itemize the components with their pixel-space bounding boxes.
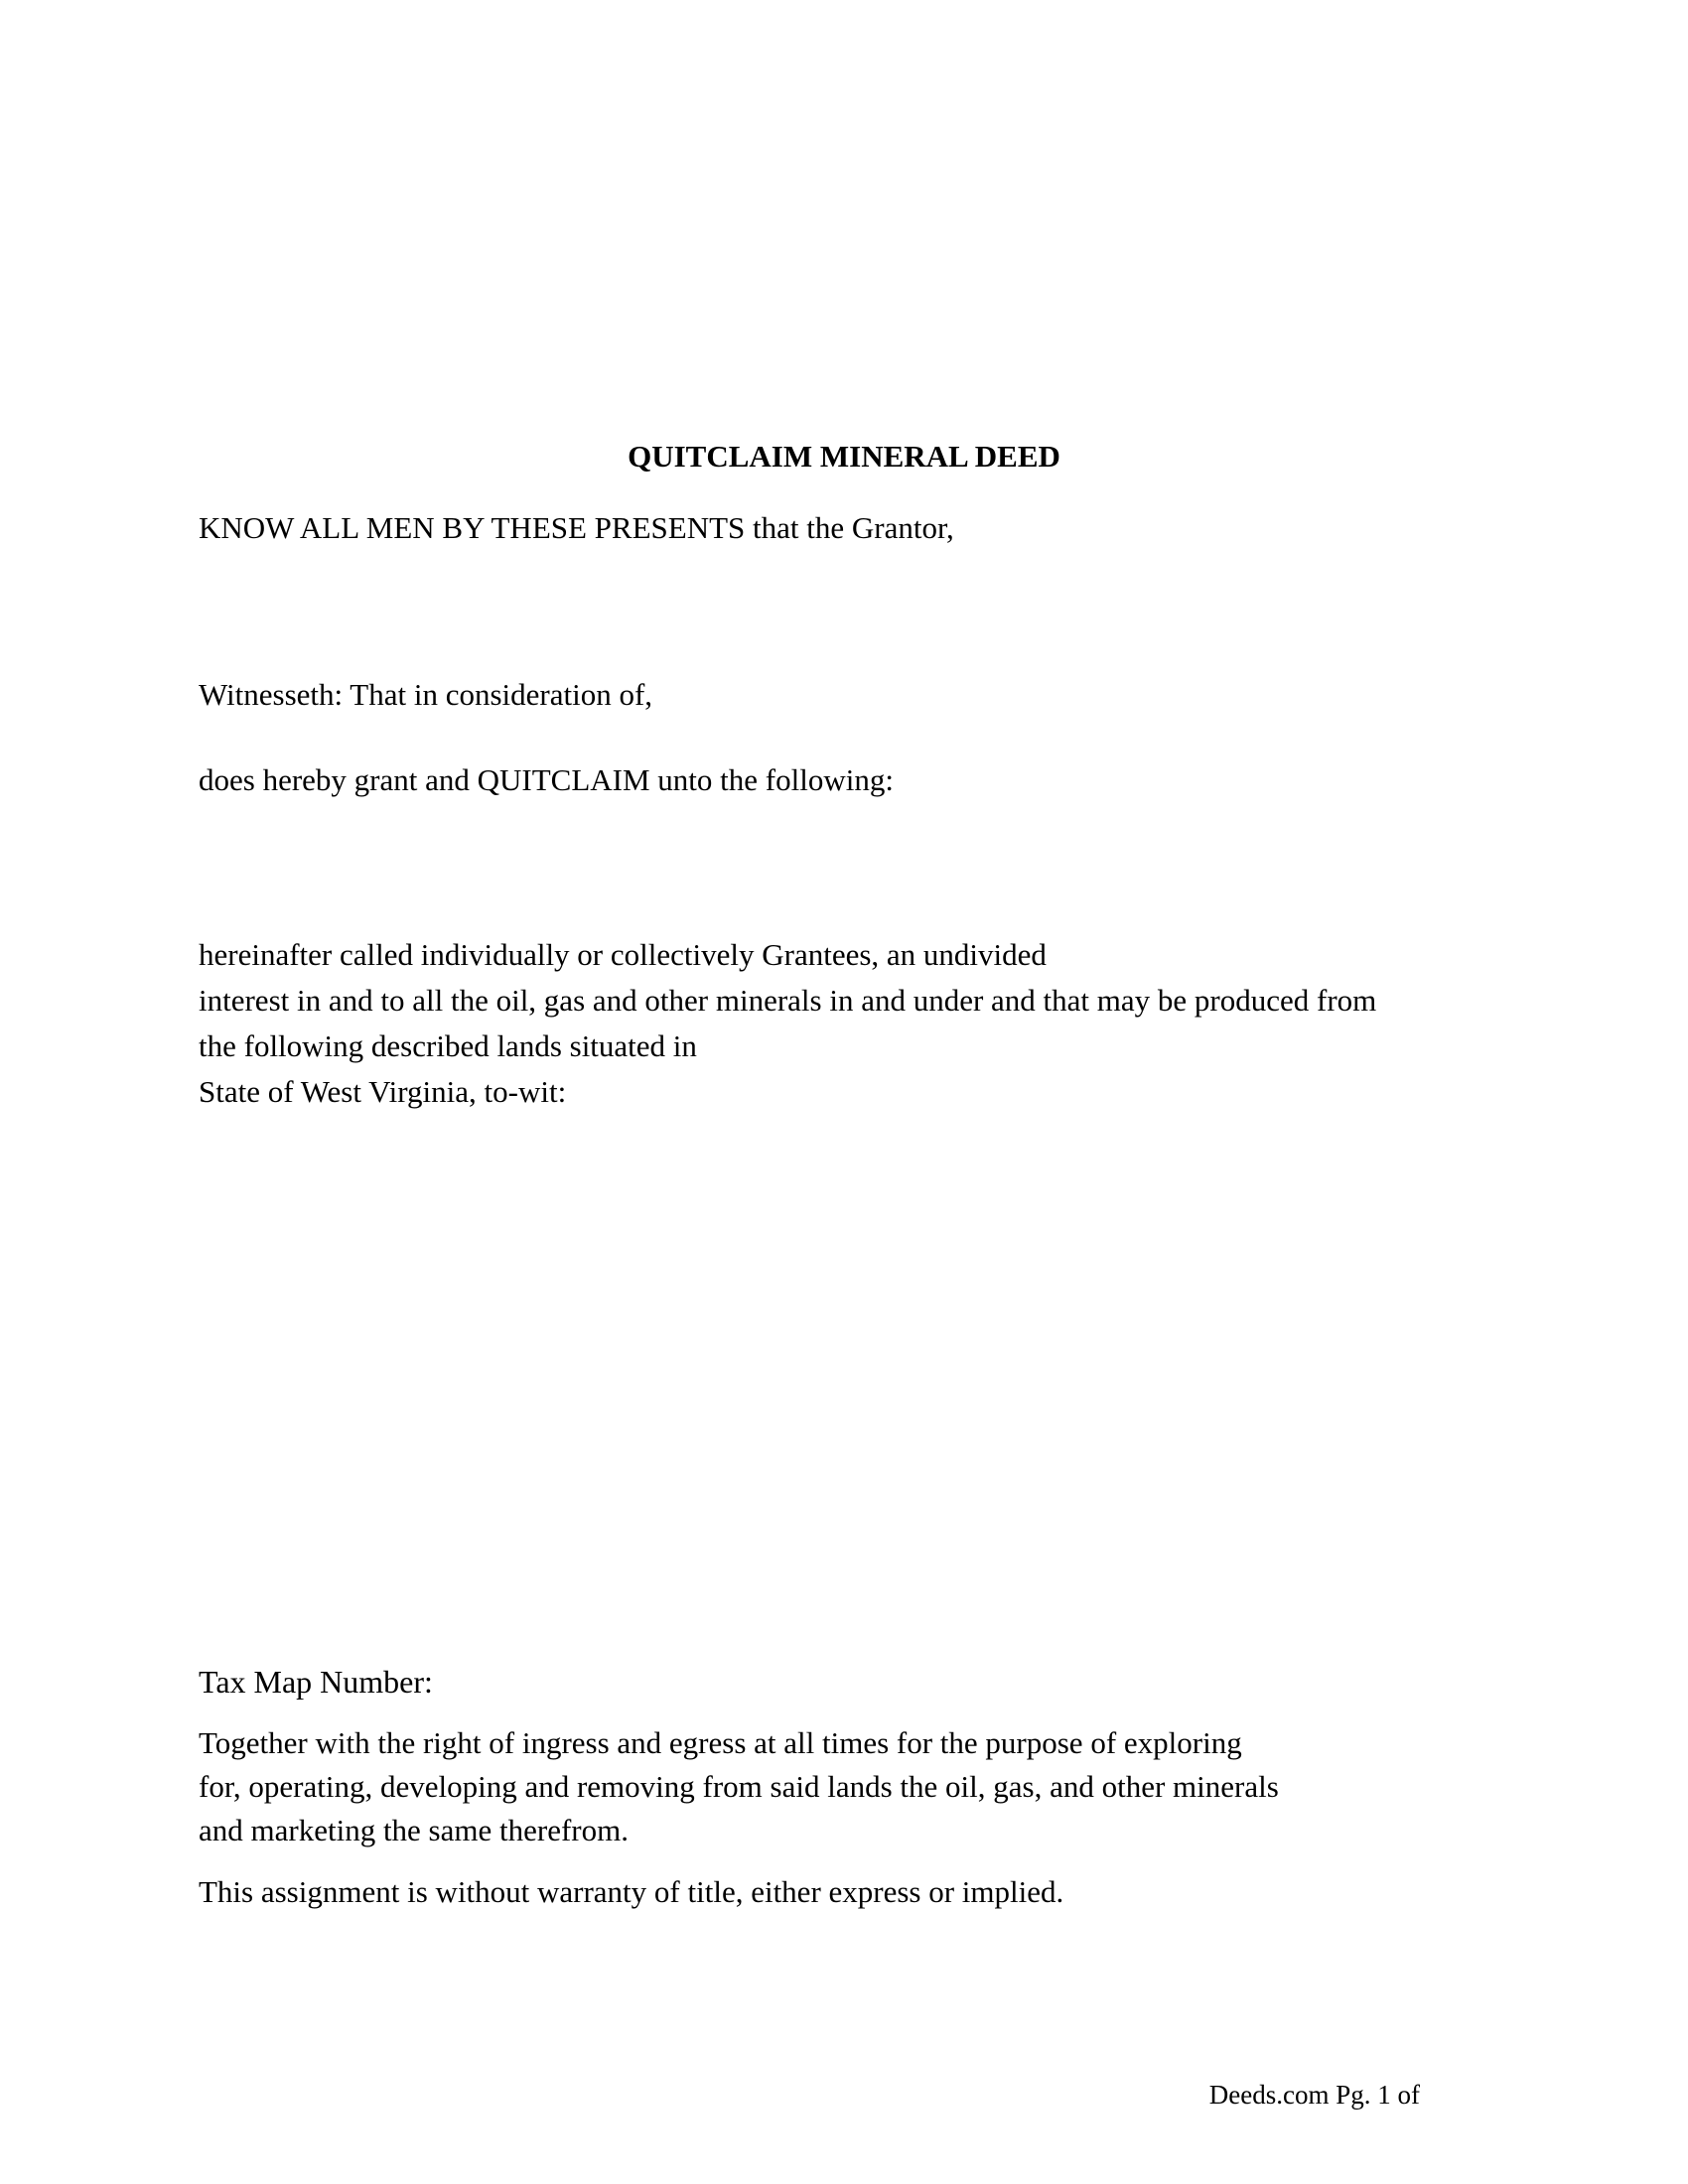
tax-map-label: Tax Map Number: [199,1664,433,1700]
witnesseth-line: Witnesseth: That in consideration of, [199,677,653,712]
together-line-2: for, operating, developing and removing from said lands the oil, gas, and other minerals [199,1769,1279,1804]
hereinafter-line-3: the following described lands situated in [199,1028,697,1063]
hereinafter-line-4: State of West Virginia, to-wit: [199,1074,567,1109]
together-line-3: and marketing the same therefrom. [199,1813,629,1847]
warranty-line: This assignment is without warranty of title, either express or implied. [199,1874,1064,1909]
document-title: QUITCLAIM MINERAL DEED [628,439,1060,474]
together-line-1: Together with the right of ingress and egress at all times for the purpose of exploring [199,1725,1242,1760]
page-footer: Deeds.com Pg. 1 of [1208,2080,1420,2110]
hereinafter-line-2: interest in and to all the oil, gas and other minerals in and under and that may be produced from [199,983,1377,1018]
know-all-men-line: KNOW ALL MEN BY THESE PRESENTS that the Grantor, [199,510,954,545]
hereinafter-line-1: hereinafter called individually or collectively Grantees, an undivided [199,937,1047,972]
grant-line: does hereby grant and QUITCLAIM unto the following: [199,762,894,797]
